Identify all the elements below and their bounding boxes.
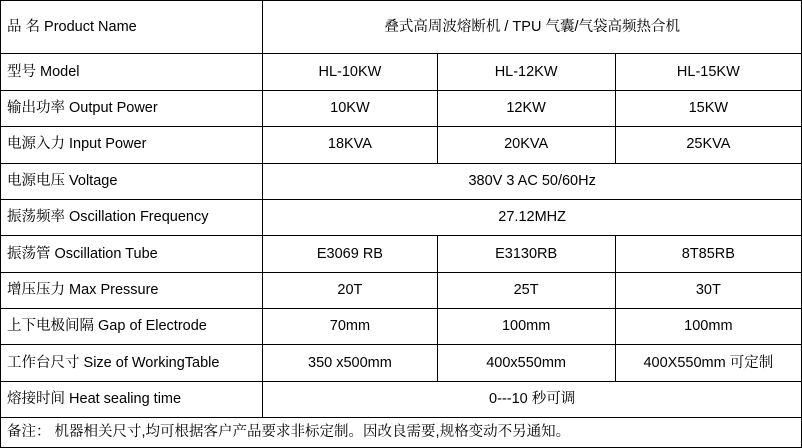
row-value-b: HL-12KW bbox=[437, 54, 615, 90]
row-label: 输出功率 Output Power bbox=[1, 90, 263, 126]
row-label: 电源电压 Voltage bbox=[1, 163, 263, 199]
row-value-c: 15KW bbox=[615, 90, 801, 126]
table-row bbox=[1, 308, 802, 344]
row-value-b: E3130RB bbox=[437, 236, 615, 272]
table-row bbox=[1, 54, 802, 90]
row-value-a: 18KVA bbox=[263, 127, 437, 163]
row-value-c: 400X550mm 可定制 bbox=[615, 345, 801, 381]
table-row bbox=[1, 163, 802, 199]
row-value-a: 20T bbox=[263, 272, 437, 308]
row-value-a: 350 x500mm bbox=[263, 345, 437, 381]
footnote-row bbox=[1, 417, 802, 447]
row-value-b: 25T bbox=[437, 272, 615, 308]
table-row bbox=[1, 1, 802, 54]
row-value-b: 400x550mm bbox=[437, 345, 615, 381]
row-value-b: 20KVA bbox=[437, 127, 615, 163]
row-value-a: HL-10KW bbox=[263, 54, 437, 90]
row-value-b: 100mm bbox=[437, 308, 615, 344]
row-value: 叠式高周波熔断机 / TPU 气囊/气袋高频热合机 bbox=[263, 1, 802, 54]
row-label: 品 名 Product Name bbox=[1, 1, 263, 54]
row-value-c: 8T85RB bbox=[615, 236, 801, 272]
table-row bbox=[1, 199, 802, 235]
table-row bbox=[1, 90, 802, 126]
table-row bbox=[1, 345, 802, 381]
table-row bbox=[1, 236, 802, 272]
footnote: 备注： 机器相关尺寸,均可根据客户产品要求非标定制。因改良需要,规格变动不另通知。 bbox=[1, 417, 802, 447]
row-value: 0---10 秒可调 bbox=[263, 381, 802, 417]
row-value-c: 25KVA bbox=[615, 127, 801, 163]
row-label: 振荡频率 Oscillation Frequency bbox=[1, 199, 263, 235]
row-value-a: E3069 RB bbox=[263, 236, 437, 272]
row-value-c: 100mm bbox=[615, 308, 801, 344]
row-value-a: 10KW bbox=[263, 90, 437, 126]
row-value-c: 30T bbox=[615, 272, 801, 308]
table-row bbox=[1, 381, 802, 417]
row-value-b: 12KW bbox=[437, 90, 615, 126]
row-value: 27.12MHZ bbox=[263, 199, 802, 235]
row-value-a: 70mm bbox=[263, 308, 437, 344]
row-label: 熔接时间 Heat sealing time bbox=[1, 381, 263, 417]
row-label: 电源入力 Input Power bbox=[1, 127, 263, 163]
row-label: 上下电极间隔 Gap of Electrode bbox=[1, 308, 263, 344]
row-label: 增压压力 Max Pressure bbox=[1, 272, 263, 308]
row-label: 型号 Model bbox=[1, 54, 263, 90]
table-row bbox=[1, 272, 802, 308]
row-value-c: HL-15KW bbox=[615, 54, 801, 90]
row-value: 380V 3 AC 50/60Hz bbox=[263, 163, 802, 199]
row-label: 工作台尺寸 Size of WorkingTable bbox=[1, 345, 263, 381]
table-row bbox=[1, 127, 802, 163]
row-label: 振荡管 Oscillation Tube bbox=[1, 236, 263, 272]
